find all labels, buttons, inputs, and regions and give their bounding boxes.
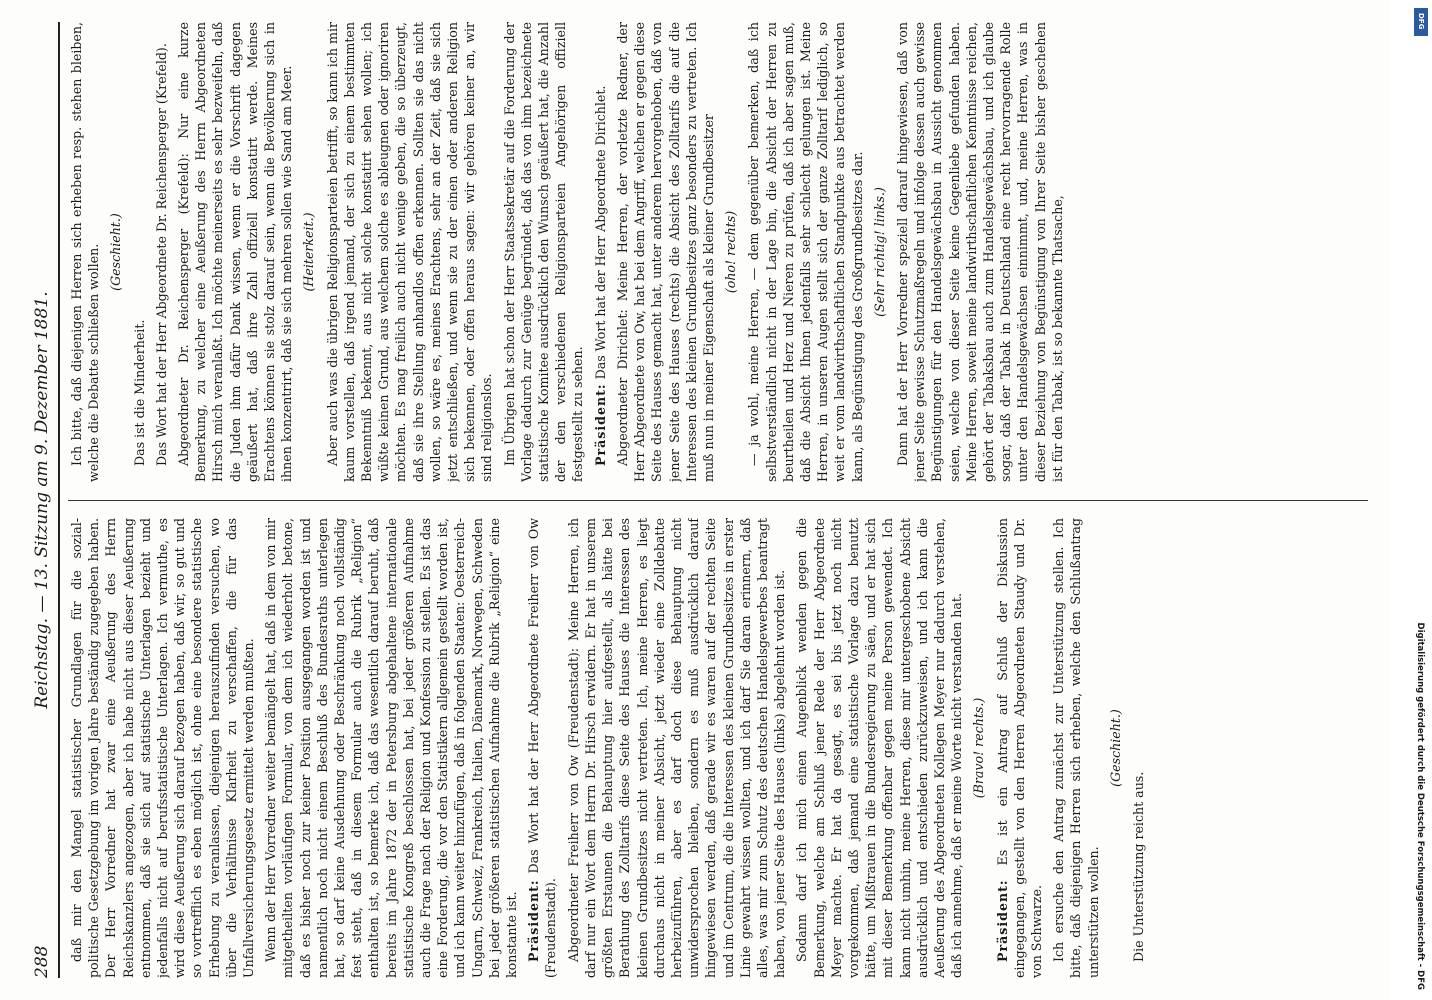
stage-direction: (Sehr richtig! links.): [871, 187, 887, 317]
speaker-label: Präsident:: [592, 383, 608, 466]
speaker-label: Präsident:: [526, 879, 542, 962]
body-paragraph: Im Übrigen hat schon der Herr Staatssekretär auf die Forderung der Vorlage dadurch zur Genüge begründet, daß das von ihm bezeichnete statistische Komitee ausdrücklich den Wunsch geäußert hat, die Anzahl der den verschiedenen Religionsparteien Angehörigen offiziell festgestellt zu sehen.: [501, 22, 586, 482]
digitization-credit-text: Digitalisierung gefördert durch die Deutsche Forschungsgemeinschaft - DFG: [1415, 622, 1425, 990]
speaker-paragraph: [525, 518, 559, 978]
body-paragraph: Dann hat der Herr Vorredner speziell darauf hingewiesen, daß von jener Seite gewisse Schutzmaßregeln und infolge dessen auch gewisse Begünstigungen für den Handelsgewächsbau in Aussicht genommen seien, welche von dieser Seite keine Gegenliebe gefunden haben. Meine Herren, soweit meine landwirthschaftlichen Kenntnisse reichen, gehört der Tabaksbau auch zum Handelsgewächsbau, und ich glaube sogar, daß der Tabak in Deutschland eine recht hervorragende Rolle unter den Handelsgewächsen einnimmt, und, meine Herren, was in dieser Beziehung von Begünstigung von Ihrer Seite bisher geschehen ist für den Tabak, ist so bekannte Thatsache,: [894, 22, 1065, 482]
speaker-text: Das Wort hat der Herr Abgeordnete Freiherr von Ow (Freudenstadt).: [526, 518, 559, 978]
speaker-paragraph: [592, 22, 609, 482]
body-paragraph: Ich bitte, daß diejenigen Herren sich erheben resp. stehen bleiben, welche die Debatte schließen wollen.: [69, 22, 102, 482]
right-text-column: [68, 22, 1368, 482]
stage-direction: (Heiterkeit.): [301, 212, 317, 292]
body-paragraph: Das ist die Minderheit.: [131, 319, 147, 466]
body-paragraph: Aber auch was die übrigen Religionsparteien betrifft, so kann ich mir kaum vorstellen, daß irgend jemand, der sich zu einem bestimmten Bekenntniß bekennt, aus nicht solche konstatirt sehen wollen; ich wüßte keinen Grund, aus welchem solche es ableugnen oder ignoriren möchten. Es mag freilich auch nicht wenige geben, die so überzeugt, daß sie ihre Stellung anhandlos offen erkennen. Sollten sie das nicht wollen, so wäre es, meines Erachtens, sehr an der Zeit, daß sie sich jetzt entschließen, und wenn sie zu der einen oder anderen Religion sich bekennen, oder offen heraus sagen: wir gehören keiner an, wir sind religionslos.: [324, 22, 495, 482]
digitization-credit: [1413, 10, 1427, 990]
body-paragraph: Die Unterstützung reicht aus.: [1130, 771, 1146, 962]
body-paragraph: daß mir den Mangel statistischer Grundlagen für die sozial-politische Gesetzgebung im vorigen Jahre beständig zugegeben haben. Der Herr Vorredner hat zwar eine Aeußerung des Herrn Reichskanzlers angezogen, aber ich habe nicht aus dieser Aeußerung entnommen, daß sie sich auf statistische Unterlagen bezieht und jedenfalls nicht auf berufsstatistische Unterlagen. Ich vermuthe, es wird diese Aeußerung sich darauf bezogen haben, daß wir, so gut und so vortrefflich es eben möglich ist, ohne eine besondere statistische Erhebung zu veranlassen, diejenigen herauszufinden versuchen, wo über die Verhältnisse Klarheit zu verschaffen, die für das Unfallversicherungsgesetz ermittelt werden mußten.: [69, 518, 257, 978]
column-divider: [68, 500, 1368, 501]
page-number: 288: [32, 945, 52, 978]
running-title: Reichstag. — 13. Sitzung am 9. Dezember 1881.: [32, 291, 52, 709]
speaker-text: Es ist ein Antrag auf Schluß der Diskussion eingegangen, gestellt von den Herren Abgeordneten Staudy und Dr. von Schwarze.: [994, 518, 1044, 978]
speaker-text: Das Wort hat der Herr Abgeordnete Dirichlet.: [592, 85, 608, 380]
body-paragraph: Wenn der Herr Vorredner weiter bemängelt hat, daß in dem von mir mitgetheilten vorläufigen Formular, von dem ich wiederholt betone, daß es bisher noch zur keiner Position ausgegangen worden ist und namentlich noch nicht einem Beschluß des Bundesraths unterlegen hat, so darf keine Ausdehnung oder Beschränkung noch vollständig fest steht, daß in diesem Formular auch die Rubrik „Religion“ enthalten ist, so bemerke ich, daß das wesentlich darauf beruht, daß bereits im Jahre 1872 der in Petersburg abgehaltene internationale statistische Kongreß beschlossen hat, bei jeder größeren Aufnahme auch die Frage nach der Religion und Konfession zu stellen. Es ist das eine Forderung, die vor den Statistikern allgemein gestellt worden ist, und ich kann weiter hinzufügen, daß in folgenden Staaten: Oesterreich-Ungarn, Schweiz, Frankreich, Italien, Dänemark, Norwegen, Schweden bei jeder größeren statistischen Aufnahme die Rubrik „Religion“ eine konstante ist.: [263, 518, 520, 978]
dfg-logo: DFG: [1414, 8, 1428, 36]
body-paragraph: Sodann darf ich mich einen Augenblick wenden gegen die Bemerkung, welche am Schluß jener Rede der Herr Abgeordnete Meyer machte. Er hat da gesagt, es sei bis jetzt noch nicht vorgekommen, daß jemand eine statistische Vorlage dazu benutzt hätte, um Mißtrauen in die Bundesregierung zu säen, und er hat sich mit dieser Bemerkung offenbar gegen meine Person gewendet. Ich kann nicht umhin, meine Herren, diese mir untergeschobene Absicht ausdrücklich und entschieden zurückzuweisen, und ich kann die Aeußerung des Abgeordneten Kollegen Meyer nur dadurch verstehen, daß ich annehme, daß er meine Worte nicht verstanden hat.: [794, 518, 965, 978]
speaker-paragraph: [994, 518, 1046, 978]
left-text-column: [68, 518, 1368, 978]
page-header: [28, 22, 60, 978]
stage-direction: (oho! rechts): [723, 210, 739, 294]
body-paragraph: Das Wort hat der Herr Abgeordnete Dr. Reichensperger (Krefeld).: [153, 43, 169, 466]
body-paragraph: Abgeordneter Dirichlet: Meine Herren, der vorletzte Redner, der Herr Abgeordnete von Ow, hat bei dem Angriff, welchen er gegen diese Seite des Hauses gemacht hat, unter anderem hervorgehoben, daß von jener Seite des Hauses (rechts) die Absicht des Zolltarifs die auf die Interessen des kleinen Grundbesitzes ganz besonders zu vertreten. Ich muß nun in meiner Eigenschaft als kleiner Grundbesitzer: [614, 22, 716, 482]
speaker-label: Präsident:: [994, 879, 1010, 962]
body-paragraph: Abgeordneter Freiherr von Ow (Freudenstadt): Meine Herren, ich darf nur ein Wort dem Herrn Dr. Hirsch erwidern. Er hat in unserem größten Erstaunen die Behauptung hier aufgestellt, als hätte bei Berathung des Zolltarifs diese Seite des Hauses die Interessen des kleinen Grundbesitzes nicht vertreten. Ich, meine Herren, es liegt durchaus nicht in meiner Absicht, jetzt wieder eine Zolldebatte herbeizuführen, aber es darf doch diese Behauptung nicht unwidersprochen bleiben, sondern es muß ausdrücklich darauf hingewiesen werden, daß gerade wir es waren auf der rechten Seite und im Centrum, die die Interessen des kleinen Grundbesitzes in erster Linie gewahrt wissen wollten, und ich darf Sie daran erinnern, daß alles, was mir zum Schutz des deutschen Handelsgewerbes beantragt haben, von jener Seite des Hauses (links) abgelehnt worden ist.: [565, 518, 788, 978]
stage-direction: (Bravo! rechts.): [971, 697, 987, 799]
stage-direction: (Geschieht.): [1107, 709, 1123, 787]
body-paragraph: Ich ersuche den Antrag zunächst zur Unterstützung stellen. Ich bitte, daß diejenigen Herren sich erheben, welche den Schlußantrag unterstützen wollen.: [1051, 518, 1101, 978]
body-paragraph: — ja wohl, meine Herren, — dem gegenüber bemerken, daß ich selbstverständlich nicht in der Lage bin, die Absicht der Herren zu beurtheilen und Herz und Nieren zu prüfen, daß ich aber sagen muß, daß die Absicht Ihnen jedenfalls sehr schlecht gelungen ist. Meine Herren, in unseren Augen stellt sich der ganze Zolltarif lediglich, so weit er vom landwirthschaftlichen Standpunkte aus betrachtet werden kann, als Begünstigung des Großgrundbesitzes dar.: [746, 22, 865, 482]
stage-direction: (Geschieht.): [108, 213, 124, 291]
body-paragraph: Abgeordneter Dr. Reichensperger (Krefeld): Nur eine kurze Bemerkung, zu welcher eine Aeußerung des Herrn Abgeordneten Hirsch mich veranlaßt. Ich möchte meinerseits es sehr bezweifeln, daß die Juden ihm dafür Dank wissen, wenn er die Vorschrift dagegen geäußert hat, daß ihre Zahl offiziell konstatirt werde. Meines Erachtens können sie stolz darauf sein, wenn die Bevölkerung sich in ihnen konzentrirt, daß sie sich mehren sollen wie Sand am Meer.: [176, 22, 295, 482]
